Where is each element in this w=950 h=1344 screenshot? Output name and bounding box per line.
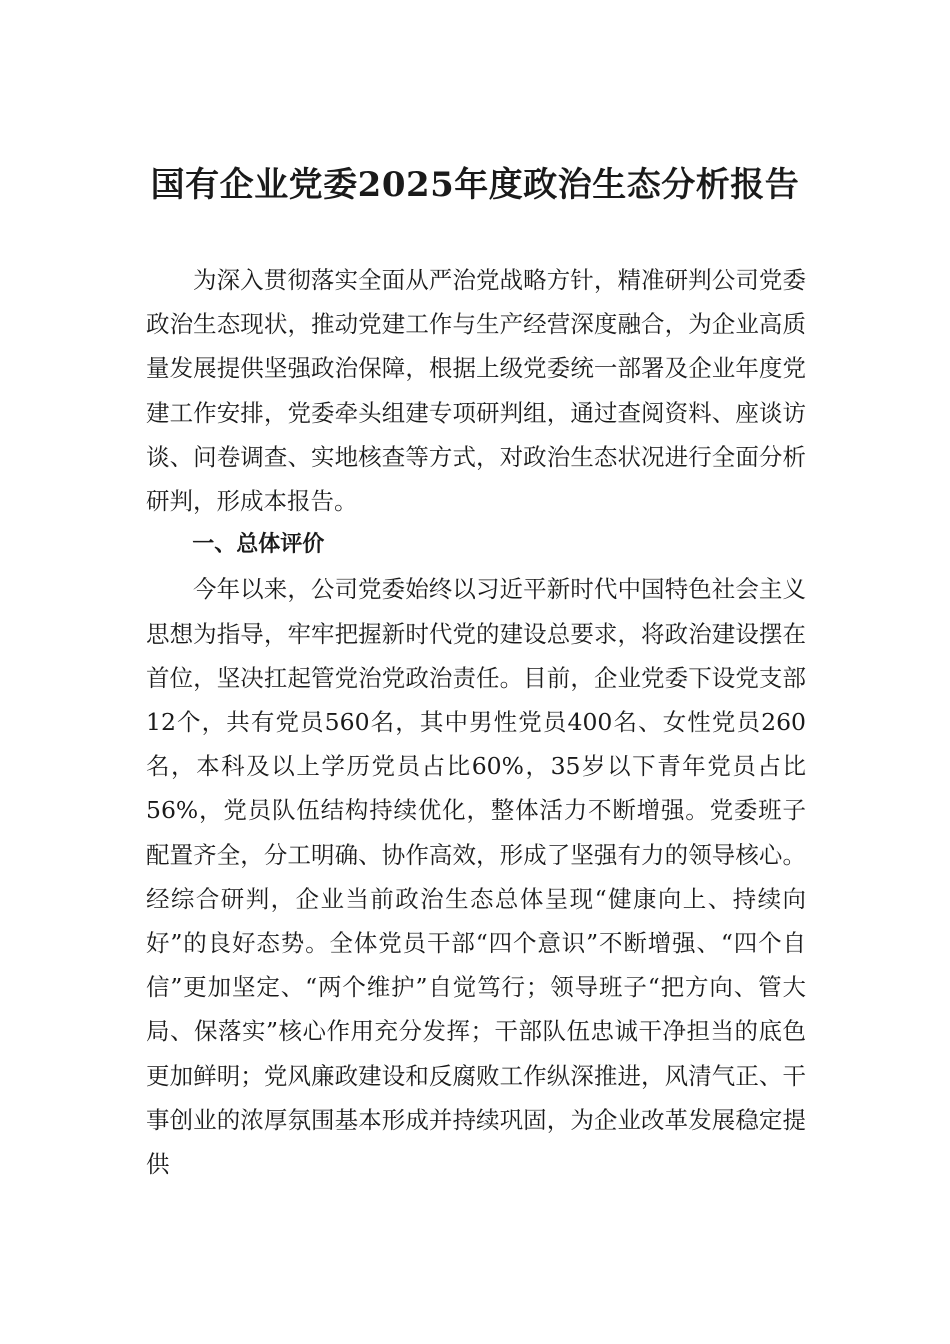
document-title: 国有企业党委2025年度政治生态分析报告 [150,165,800,205]
document-body [146,258,806,1186]
intro-paragraph: 为深入贯彻落实全面从严治党战略方针，精准研判公司党委政治生态现状，推动党建工作与生产经营深度融合，为企业高质量发展提供坚强政治保障，根据上级党委统一部署及企业年度党建工作安排，党委牵头组建专项研判组，通过查阅资料、座谈访谈、问卷调查、实地核查等方式，对政治生态状况进行全面分析研判，形成本报告。 [146,266,806,516]
section-heading-overall-evaluation: 一、总体评价 [192,532,325,558]
overall-evaluation-paragraph: 今年以来，公司党委始终以习近平新时代中国特色社会主义思想为指导，牢牢把握新时代党的建设总要求，将政治建设摆在首位，坚决扛起管党治党政治责任。目前，企业党委下设党支部12个，共有党员560名，其中男性党员400名、女性党员260名，本科及以上学历党员占比60%，35岁以下青年党员占比56%，党员队伍结构持续优化，整体活力不断增强。党委班子配置齐全，分工明确、协作高效，形成了坚强有力的领导核心。经综合研判，企业当前政治生态总体呈现“健康向上、持续向好”的良好态势。全体党员干部“四个意识”不断增强、“四个自信”更加坚定、“两个维护”自觉笃行；领导班子“把方向、管大局、保落实”核心作用充分发挥；干部队伍忠诚干净担当的底色更加鲜明；党风廉政建设和反腐败工作纵深推进，风清气正、干事创业的浓厚氛围基本形成并持续巩固，为企业改革发展稳定提供 [146,575,806,1179]
